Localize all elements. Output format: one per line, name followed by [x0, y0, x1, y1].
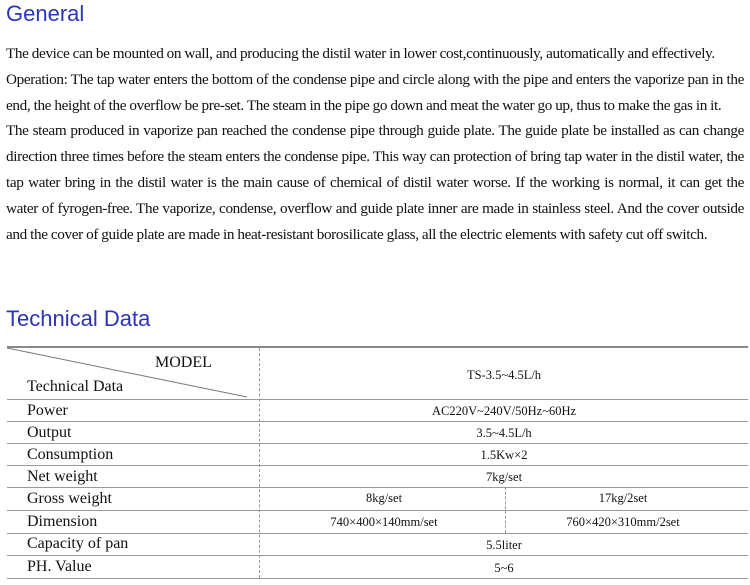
general-description: [6, 41, 744, 247]
capacity-label: Capacity of pan: [27, 535, 129, 552]
ph-label: PH. Value: [27, 558, 92, 575]
row-divider: [7, 465, 748, 466]
paragraph-steam: The steam produced in vaporize pan reached the condense pipe through guide plate. The guide plate be installed as can change direction three times before the steam enters the condense pipe. This way can protection of bring tap water in the distil water, the tap water bring in the distil water is the main cause of chemical of distil water worse. If the working is normal, it can get the water of fyrogen-free. The vaporize, condense, overflow and guide plate inner are made in stainless steel. And the cover outside and the cover of guide plate are made in heat-resistant borosilicate glass, all the electric elements with safety cut off switch.: [6, 122, 744, 243]
technical-data-heading: Technical Data: [6, 306, 151, 331]
row-divider: [7, 487, 748, 488]
dimension-label: Dimension: [27, 513, 98, 530]
table-bottom-border: [7, 578, 748, 579]
consumption-label: Consumption: [27, 446, 114, 463]
row-divider: [7, 443, 748, 444]
model-label: MODEL: [155, 354, 212, 371]
gross-weight-double-value: 17kg/2set: [598, 491, 648, 505]
net-weight-label: Net weight: [27, 468, 98, 485]
row-divider: [7, 533, 748, 534]
output-label: Output: [27, 424, 72, 441]
ph-value: 5~6: [494, 561, 514, 575]
dimension-double-value: 760×420×310mm/2set: [566, 515, 680, 529]
technical-data-label: Technical Data: [27, 378, 124, 395]
row-divider: [7, 510, 748, 511]
paragraph-intro: The device can be mounted on wall, and producing the distil water in lower cost,continuously, automatically and effectively.: [6, 45, 715, 62]
net-weight-value: 7kg/set: [485, 470, 523, 484]
technical-data-table: [7, 346, 748, 579]
gross-weight-single-value: 8kg/set: [365, 491, 403, 505]
row-divider: [7, 399, 748, 400]
output-value: 3.5~4.5L/h: [476, 426, 532, 440]
power-value: AC220V~240V/50Hz~60Hz: [431, 404, 577, 418]
consumption-value: 1.5Kw×2: [480, 448, 528, 462]
row-divider: [7, 421, 748, 422]
model-value: TS-3.5~4.5L/h: [466, 368, 542, 382]
dimension-single-value: 740×400×140mm/set: [330, 515, 438, 529]
paragraph-operation: Operation: The tap water enters the bottom of the condense pipe and circle along with the pipe and enters the vaporize pan in the end, the height of the overflow be pre-set. The steam in the pipe go down and meat the water go up, thus to make the gas in it.: [6, 70, 744, 114]
capacity-value: 5.5liter: [486, 538, 522, 552]
general-heading: General: [6, 1, 85, 26]
column-divider: [259, 348, 260, 578]
row-divider: [7, 555, 748, 556]
split-column-divider: [505, 487, 506, 533]
gross-weight-label: Gross weight: [27, 490, 112, 507]
power-label: Power: [27, 402, 68, 419]
